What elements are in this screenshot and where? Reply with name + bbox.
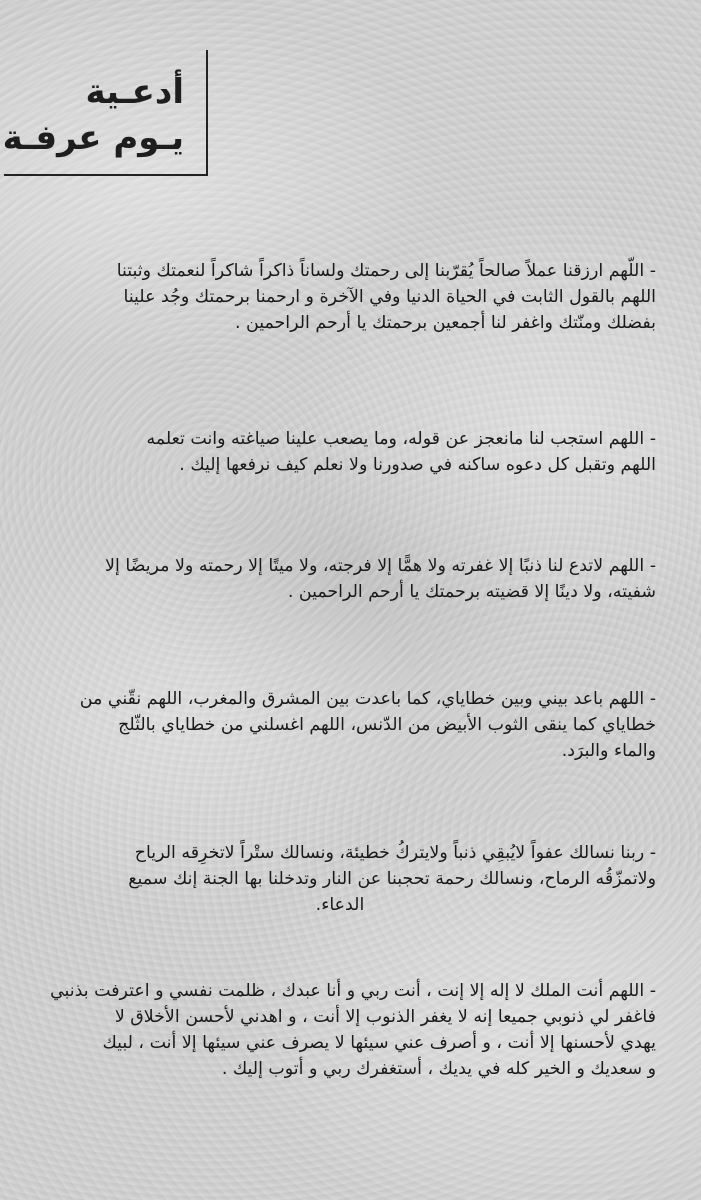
dua-line: و سعديك و الخير كله في يديك ، أستغفرك ربي و أتوب إليك . [221, 1059, 656, 1079]
dua-line: اللهم بالقول الثابت في الحياة الدنيا وفي الآخرة و ارحمنا برحمتك وجُد علينا [123, 287, 656, 307]
dua-paragraph-6 [24, 978, 656, 1082]
dua-line: يهدي لأحسنها إلا أنت ، و أصرف عني سيئها لا يصرف عني سيئها إلا أنت ، لبيك [102, 1033, 656, 1053]
dua-line: خطاياي كما ينقى الثوب الأبيض من الدّنس، اللهم اغسلني من خطاياي بالثّلج [118, 715, 656, 735]
dua-line: فاغفر لي ذنوبي جميعا إنه لا يغفر الذنوب إلا أنت ، و اهدني لأحسن الأخلاق لا [114, 1007, 656, 1027]
title-line-1: أدعـية [85, 72, 184, 112]
dua-line: - اللهم استجب لنا مانعجز عن قوله، وما يصعب علينا صياغته وانت تعلمه [146, 429, 656, 449]
dua-paragraph-3 [24, 553, 656, 605]
dua-paragraph-4 [24, 686, 656, 764]
dua-paragraph-1 [24, 258, 656, 336]
dua-line: اللهم وتقبل كل دعوه ساكنه في صدورنا ولا نعلم كيف نرفعها إليك . [179, 455, 656, 475]
dua-line: - اللّهم ارزقنا عملاً صالحاً يُقرّبنا إلى رحمتك ولساناً ذاكراً شاكراً لنعمتك وثبتنا [116, 261, 656, 281]
dua-line: شفيته، ولا دينًا إلا قضيته برحمتك يا أرحم الراحمين . [287, 582, 656, 602]
dua-line: - اللهم باعد بيني وبين خطاياي، كما باعدت بين المشرق والمغرب، اللهم نقّني من [79, 689, 656, 709]
title-line-2: يـوم عرفـة [2, 118, 184, 158]
dua-line: بفضلك ومنّتك واغفر لنا أجمعين برحمتك يا أرحم الراحمين . [234, 313, 656, 333]
dua-paragraph-2 [24, 426, 656, 478]
dua-line: والماء والبرَد. [561, 741, 656, 761]
dua-line: - اللهم أنت الملك لا إله إلا إنت ، أنت ربي و أنا عبدك ، ظلمت نفسي و اعترفت بذنبي [50, 981, 656, 1001]
dua-line: ولاتمزّقُه الرماح، ونسالك رحمة تحجبنا عن النار وتدخلنا بها الجنة إنك سميع [128, 869, 656, 889]
dua-paragraph-5 [24, 840, 656, 918]
dua-line: - ربنا نسالك عفواً لايُبقِي ذنباً ولايتركُ خطيئة، ونسالك ستْراً لاتخرِقه الرياح [134, 843, 656, 863]
dua-line: الدعاء. [315, 895, 365, 915]
dua-line: - اللهم لاتدع لنا ذنبًا إلا غفرته ولا همًّا إلا فرجته، ولا ميتًا إلا رحمته ولا مريضًا إلا [105, 556, 656, 576]
title-box [4, 50, 208, 176]
